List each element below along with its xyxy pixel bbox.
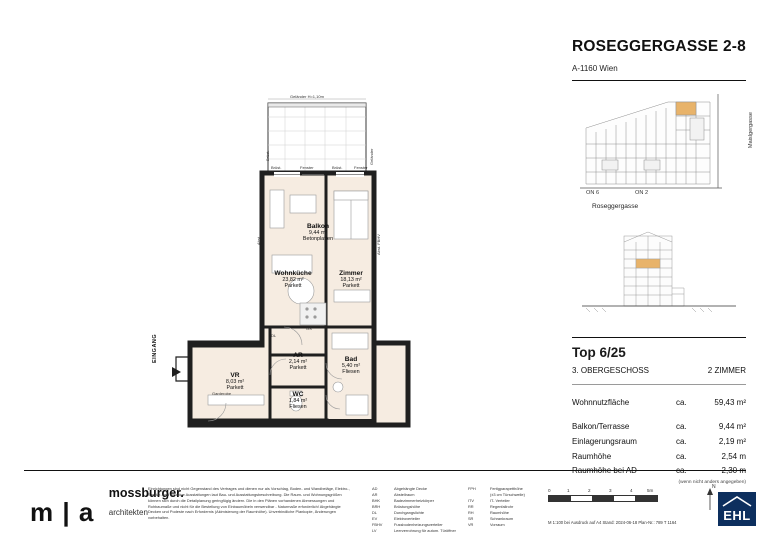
ehl-brand-text: EHL <box>723 508 751 523</box>
architect-logo-mark: m | a <box>30 497 95 527</box>
plan-meta: M 1:100 bei Ausdruck auf A4 Stand: 2024-06-18 Plan-Nr.: 789 T 1164 <box>548 520 677 525</box>
legend-item: FBHV Fussbodenheizungsverteiler <box>372 522 443 528</box>
legend-column-right <box>468 486 525 534</box>
legend-item: DL Durchgangslichte <box>372 510 425 516</box>
annotation-wall-4: Fenster <box>354 165 368 170</box>
legend-item: (±3 cm Türschwelle) <box>489 492 525 498</box>
main-area-row <box>572 398 746 407</box>
architect-name: mossburger. <box>108 486 184 500</box>
room-label-bad: Bad 5,40 m² Fliesen <box>341 356 361 375</box>
legend-item: RH Raumhöhe <box>467 510 509 516</box>
area-row <box>572 435 746 450</box>
area-label: Balkon/Terrasse <box>572 422 630 431</box>
site-plan <box>572 88 754 218</box>
unit-title: Top 6/25 <box>572 345 626 360</box>
annotation-zimmer-side: Abst. FBHV <box>376 234 381 255</box>
area-row <box>572 464 746 479</box>
annotation-gs: GS <box>306 326 312 331</box>
room-label-balkon: Balkon 9,44 m² Betonplatten <box>302 223 334 242</box>
roof-icon <box>722 496 752 507</box>
annotation-wk-side: Abst. <box>256 235 261 245</box>
main-area-label: Wohnnutzfläche <box>572 398 630 407</box>
annotation-wall-1: Brüst. <box>271 165 282 170</box>
area-row <box>572 420 746 435</box>
area-value: 2,19 m² <box>718 436 746 446</box>
scale-ticks: 0 1 2 3 4 5m <box>548 488 654 493</box>
unit-info-divider-2 <box>572 384 746 385</box>
project-address: A-1160 Wien <box>572 64 618 74</box>
project-title: ROSEGGERGASSE 2-8 <box>572 38 746 55</box>
legend-item: BHK Badezimmerheizkörper <box>372 498 435 504</box>
footer-divider <box>24 470 746 471</box>
header-divider <box>572 80 746 81</box>
legend-item: RR Regenfallrohr <box>467 504 514 510</box>
legend-item: LV Leerverrohrung für autom. Türöffner <box>372 528 456 534</box>
annotation-wall-2: Fenster <box>300 165 314 170</box>
main-area-value: 59,43 m² <box>714 398 746 407</box>
area-value: 9,44 m² <box>718 422 746 431</box>
site-side-street-label: Maislgergasse <box>748 112 754 149</box>
room-label-wc: WC 1,84 m² Fliesen <box>288 391 308 410</box>
project-header <box>572 38 746 81</box>
area-ca: ca. <box>676 436 687 446</box>
scale-bar <box>548 488 658 502</box>
entrance-label: EINGANG <box>152 333 158 363</box>
room-label-ar: AR 2,14 m² Parkett <box>288 352 308 371</box>
legend-column-left <box>372 486 456 534</box>
architect-subtitle: architekten <box>108 508 148 517</box>
annotation-balkon-left: Brüst. <box>265 150 270 161</box>
abbreviation-legend <box>372 486 562 534</box>
legend-item: AD Abgehängte Decke <box>372 486 428 491</box>
site-marker-on6: ON 6 <box>586 190 600 196</box>
annotation-balkon-right: Geländer <box>369 148 374 165</box>
room-label-wohnkueche: Wohnküche 23,82 m² Parkett <box>274 270 312 289</box>
legend-item: SR Schrankraum <box>467 516 514 522</box>
area-value: 2,54 m <box>721 451 746 461</box>
unit-floor-row <box>572 366 746 375</box>
unit-info-divider <box>572 337 746 338</box>
area-value <box>698 464 746 479</box>
room-label-zimmer: Zimmer 18,13 m² Parkett <box>339 270 363 289</box>
unit-info-block <box>572 330 746 485</box>
legend-item: EV Elektroverteiler <box>372 516 420 522</box>
scale-bar-graphic <box>548 495 658 502</box>
legend-item: FPH Fertigparapetthöhe <box>467 486 523 491</box>
legend-item: BRH Brüstungshöhe <box>372 504 421 510</box>
area-ca <box>676 464 698 479</box>
building-elevation <box>572 228 746 320</box>
legend-item: ITV IT- Verteiler <box>467 498 510 504</box>
unit-rooms: 2 ZIMMER <box>707 366 746 375</box>
unit-floor: 3. OBERGESCHOSS <box>572 366 649 375</box>
ehl-brand-logo <box>718 492 756 526</box>
annotation-balkon-railing: Geländer H=1,10m <box>290 94 324 99</box>
area-ca: ca. <box>676 451 687 461</box>
legend-item: VR Vorraum <box>467 522 505 528</box>
site-marker-on2: ON 2 <box>635 190 649 196</box>
area-label: Raumhöhe <box>572 451 612 461</box>
annotation-dl: DL <box>271 333 277 338</box>
site-street-label: Roseggergasse <box>592 203 639 210</box>
annotation-vr-garderobe: Garderobe <box>212 391 232 396</box>
legend-item: AR Abstellraum <box>372 492 415 498</box>
area-label <box>572 464 676 479</box>
area-row <box>572 450 746 465</box>
north-label: N <box>712 484 716 490</box>
room-label-vr: VR 8,03 m² Parkett <box>225 372 245 391</box>
disclaimer-text: Einrichtungen sind nicht Gegenstand des Vertrages und dienen nur als Vorschlag, Boden- und Wandbeläge, Elektro-, Sanitär- und sonstige Ausstattungen laut Bau- und Ausstattungsbeschreibung. Die Raum- und Wohnungsgrößen können sich durch die Detailplanung geringfügig ändern. Die in den Plänen vorhandenen Abmessungen und Rohbaumaße und nicht für die Bestellung von Einbaumöbeln verwendbar - Naturmaße erforderlich! Abgehängte Decken und Podeste nach Erfordernis (Akimisierung der Raumhöhe). Unverbindliche Plankopie, Änderungen vorbehalten. <box>148 486 350 521</box>
area-ca: ca. <box>676 422 687 431</box>
areas-note: (wenn nicht anders angegeben) <box>678 480 746 486</box>
area-list <box>572 420 746 485</box>
area-label: Einlagerungsraum <box>572 436 637 446</box>
floor-plan <box>150 95 480 435</box>
main-area-ca: ca. <box>676 398 687 407</box>
annotation-wall-3: Brüst. <box>332 165 343 170</box>
